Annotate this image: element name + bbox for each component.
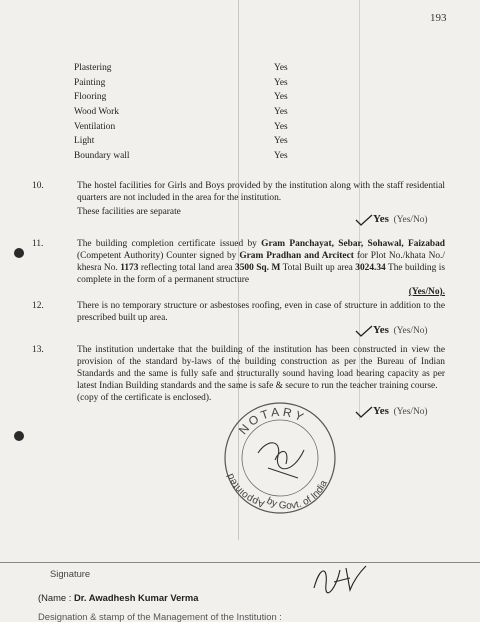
yes-no-answer: [355, 213, 428, 226]
countersigner: Gram Pradhan and Arcitect: [239, 251, 354, 261]
yes-no-answer: [355, 405, 428, 418]
stamp-bottom-text: by Govt. of India: [264, 478, 330, 512]
amenity-row: [74, 119, 304, 134]
item-text: [77, 238, 445, 286]
name-prefix: (Name :: [38, 592, 74, 603]
land-area: 3500 Sq. M: [235, 263, 281, 273]
designation-line: Designation & stamp of the Management of the Institution :: [38, 611, 282, 622]
answer-yes: Yes: [373, 405, 389, 417]
amenity-value: Yes: [274, 121, 288, 132]
checkmark-icon: [355, 406, 373, 418]
punch-hole: [14, 248, 24, 258]
amenity-label: Flooring: [74, 92, 107, 103]
amenity-row: [74, 105, 304, 120]
item-body: [77, 344, 445, 404]
item-note: These facilities are separate: [77, 207, 181, 217]
item-text: The institution undertake that the building of the institution has been constructed in view the provision of the standard by-laws of the building construction as per the Bureau of Indian Standards and the same is fully safe and structurally sound having load bearing capacity as per latest Indian Building standards and the same is safe & secure to run the teacher training course.: [77, 345, 445, 391]
stamp-title: NOTARY: [235, 404, 309, 438]
item-body: [77, 300, 445, 324]
name-value: Dr. Awadhesh Kumar Verma: [73, 592, 199, 603]
signatory-name: [38, 592, 198, 603]
amenity-value: Yes: [274, 63, 288, 74]
text-run: The building is complete in the form of a permanent structure: [77, 263, 446, 285]
punch-hole: [14, 431, 24, 441]
answer-options: (Yes/No): [393, 215, 428, 225]
item-number: 10.: [32, 181, 44, 191]
signature-label: Signature: [50, 568, 91, 579]
text-run: Total Built up area: [280, 263, 356, 273]
stamp-signature-scribble: [258, 443, 304, 478]
yes-no-answer: [355, 324, 428, 337]
checkmark-icon: [355, 325, 373, 337]
item-number: 12.: [32, 301, 44, 311]
amenity-value: Yes: [274, 136, 288, 147]
item-number: 13.: [32, 345, 44, 355]
amenity-label: Ventilation: [74, 121, 116, 132]
handwritten-signature: [310, 560, 370, 596]
item-text: There is no temporary structure or asbestoses roofing, even in case of structure in addition to the prescribed built up area.: [77, 301, 445, 323]
checkmark-icon: [355, 214, 373, 226]
item-text: The hostel facilities for Girls and Boys provided by the institution along with the staff residential quarters are not included in the area for the institution.: [77, 181, 445, 203]
amenity-value: Yes: [274, 92, 288, 103]
amenity-label: Plastering: [74, 63, 112, 74]
amenity-label: Light: [74, 136, 95, 147]
answer-options: (Yes/No): [393, 326, 428, 336]
item-number: 11.: [32, 239, 44, 249]
amenity-value: Yes: [274, 107, 288, 118]
amenity-row: [74, 90, 304, 105]
answer-options: (Yes/No): [393, 407, 428, 417]
stamp-left-text: Appointed: [225, 471, 266, 510]
item-body: [77, 238, 445, 298]
text-run: for Plot No./khata No./ khesra No.: [77, 251, 445, 273]
item-note: (copy of the certificate is enclosed).: [77, 393, 212, 403]
amenity-row: [74, 149, 304, 164]
built-up-area: 3024.34: [355, 263, 386, 273]
amenity-row: [74, 61, 304, 76]
amenity-label: Wood Work: [74, 107, 119, 118]
notary-stamp: [220, 398, 340, 518]
text-run: The building completion certificate issued by: [77, 239, 262, 249]
plot-number: 1173: [120, 263, 139, 273]
amenity-label: Painting: [74, 77, 106, 88]
amenity-row: [74, 76, 304, 91]
answer-yes: Yes: [373, 324, 389, 336]
answer-options: (Yes/No).: [408, 287, 445, 297]
answer-yes: Yes: [373, 213, 389, 225]
page-number: 193: [430, 12, 447, 24]
text-run: (Competent Authority) Counter signed by: [77, 251, 240, 261]
text-run: reflecting total land area: [138, 263, 236, 273]
amenity-label: Boundary wall: [74, 150, 130, 161]
amenities-table: [74, 61, 304, 163]
signature-divider: [0, 562, 480, 563]
authority-name: Gram Panchayat, Sebar, Sohawal, Faizabad: [261, 239, 445, 249]
amenity-row: [74, 134, 304, 149]
amenity-value: Yes: [274, 150, 288, 161]
amenity-value: Yes: [274, 77, 288, 88]
